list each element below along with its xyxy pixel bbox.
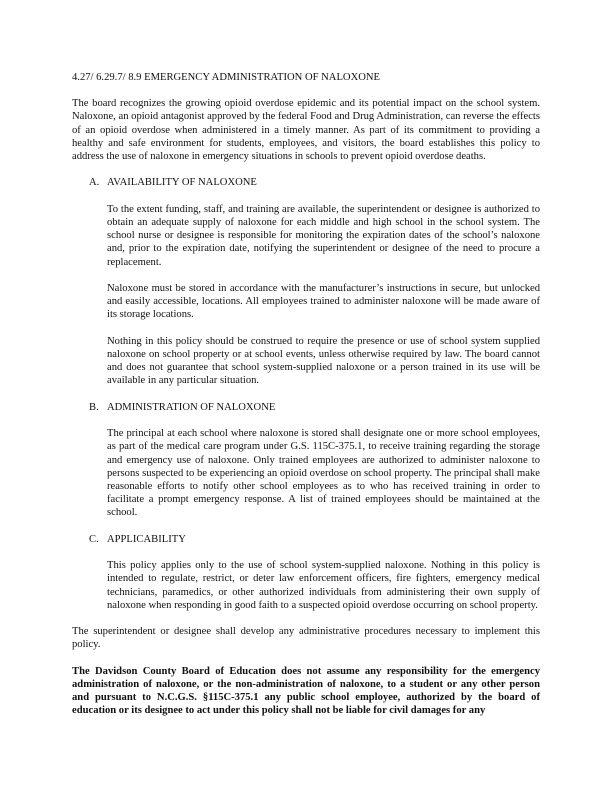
section-heading	[89, 533, 540, 546]
section-paragraph: The principal at each school where naloxone is stored shall designate one or more school employees, as part of the medical care program under G.S. 115C-375.1, to receive training regarding the storage and emergency use of naloxone. Only trained employees are authorized to administer naloxone to persons suspected to be experiencing an opioid overdose on school property. The principal shall make reasonable efforts to notify other school employees as to who has received training in order to facilitate a prompt emergency response. A list of trained employees should be maintained at the school.	[107, 428, 540, 519]
section-title: ADMINISTRATION OF NALOXONE	[107, 401, 276, 413]
policy-title: 4.27/ 6.29.7/ 8.9 EMERGENCY ADMINISTRATION OF NALOXONE	[72, 72, 380, 83]
intro-paragraph: The board recognizes the growing opioid overdose epidemic and its potential impact on the school system. Naloxone, an opioid antagonist approved by the federal Food and Drug Administration, can reverse the effects of an opioid overdose when administered in a timely manner. As part of its commitment to providing a healthy and safe environment for students, employees, and visitors, the board establishes this policy to address the use of naloxone in emergency situations in schools to prevent opioid overdose deaths.	[72, 98, 540, 163]
section-paragraph: This policy applies only to the use of school system-supplied naloxone. Nothing in this policy is intended to regulate, restrict, or deter law enforcement officers, fire fighters, emergency medical technicians, paramedics, or other authorized individuals from administering their own supply of naloxone when responding in good faith to a suspected opioid overdose occurring on school property.	[107, 560, 540, 611]
section-title: APPLICABILITY	[107, 533, 186, 545]
closing-paragraph: The superintendent or designee shall develop any administrative procedures necessary to implement this policy.	[72, 626, 540, 651]
section-letter: C.	[89, 533, 99, 545]
section-availability	[89, 176, 540, 387]
liability-disclaimer: The Davidson County Board of Education does not assume any responsibility for the emergency administration of naloxone, or the non-administration of naloxone, to a student or any other person and pursuant to N.C.G.S. §115C-375.1 any public school employee, authorized by the board of education or its designee to act under this policy shall not be liable for civil damages for any	[72, 665, 540, 717]
section-title: AVAILABILITY OF NALOXONE	[107, 177, 257, 189]
section-paragraph: To the extent funding, staff, and training are available, the superintendent or designee is authorized to obtain an adequate supply of naloxone for each middle and high school in the school system. The school nurse or designee is responsible for monitoring the expiration dates of the school’s naloxone and, prior to the expiration date, notifying the superintendent or designee of the need to procure a replacement.	[107, 203, 540, 268]
section-applicability	[89, 533, 540, 612]
section-paragraph: Naloxone must be stored in accordance with the manufacturer’s instructions in secure, but unlocked and easily accessible, locations. All employees trained to administer naloxone will be made aware of its storage locations.	[107, 283, 540, 321]
section-heading	[89, 401, 540, 414]
section-letter: A.	[89, 177, 100, 189]
document-page	[72, 71, 540, 731]
section-administration	[89, 401, 540, 520]
section-paragraph: Nothing in this policy should be construed to require the presence or use of school system supplied naloxone on school property or at school events, unless otherwise required by law. The board cannot and does not guarantee that school system-supplied naloxone or a person trained in its use will be available in any particular situation.	[107, 335, 540, 387]
section-letter: B.	[89, 401, 99, 413]
section-heading	[89, 176, 540, 189]
